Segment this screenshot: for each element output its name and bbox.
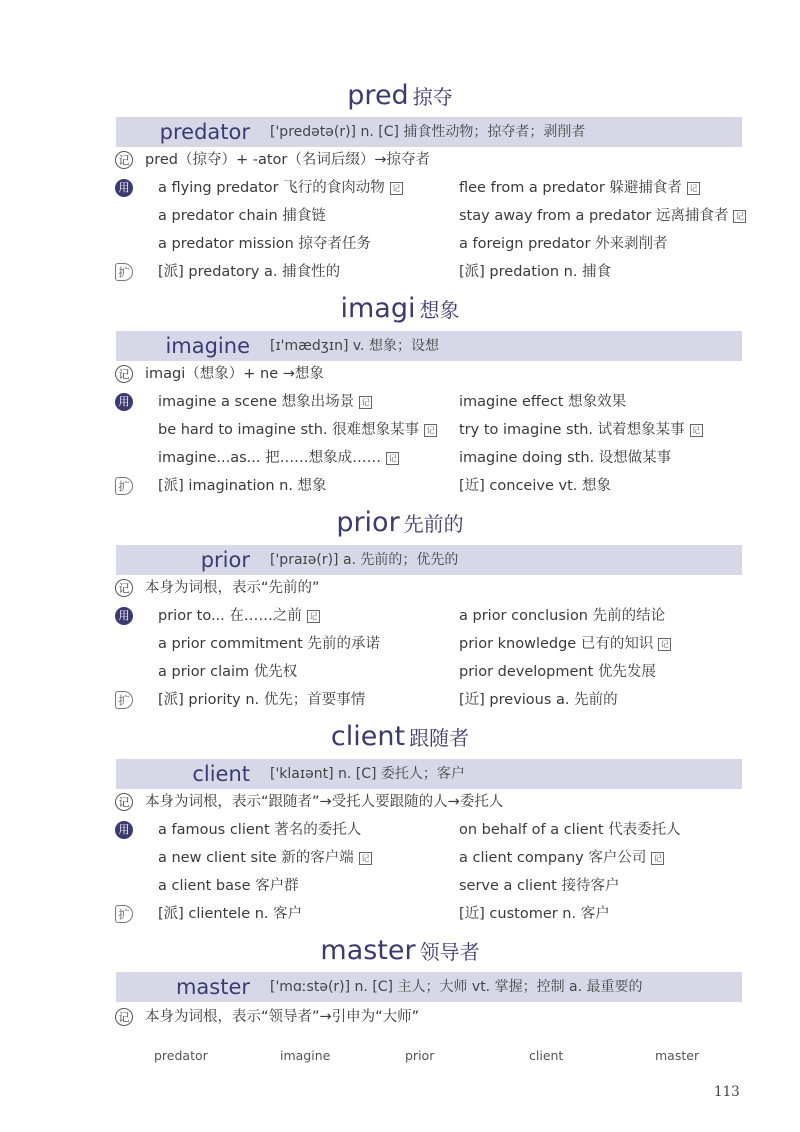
usage-row — [115, 419, 755, 441]
usage-phrase: a new client site 新的客户端 记 — [158, 847, 372, 869]
usage-phrase: a foreign predator 外来剥削者 — [459, 236, 668, 252]
usage-phrase: on behalf of a client 代表委托人 — [459, 822, 681, 838]
usage-phrase: stay away from a predator 远离捕食者 记 — [459, 205, 746, 227]
memory-text: 本身为词根，表示“跟随者”→受托人要跟随的人→委托人 — [145, 794, 504, 810]
entry-definition: ['praɪə(r)] a. 先前的；优先的 — [270, 552, 459, 568]
root-meaning: 先前的 — [403, 512, 464, 536]
usage-row — [115, 661, 755, 683]
usage-row — [115, 447, 755, 469]
footer-word: master — [655, 1048, 700, 1063]
note-mark-icon: 记 — [359, 396, 372, 409]
usage-row — [115, 819, 755, 841]
root-meaning: 想象 — [419, 298, 460, 322]
extend-icon: 扩 — [115, 263, 133, 281]
usage-phrase: a famous client 著名的委托人 — [158, 822, 362, 838]
usage-phrase: prior knowledge 已有的知识 记 — [459, 633, 671, 655]
usage-phrase: imagine...as... 把……想象成…… 记 — [158, 447, 399, 469]
entry-word: client — [192, 762, 250, 786]
entry-bar-prior — [116, 545, 742, 575]
derived-word: [派] priority n. 优先；首要事情 — [158, 692, 366, 708]
page-number: 113 — [714, 1084, 740, 1100]
root-word: pred — [347, 80, 409, 111]
extend-row — [115, 903, 755, 925]
entry-word: imagine — [165, 334, 250, 358]
footer-word: predator — [154, 1048, 208, 1063]
usage-icon: 用 — [115, 607, 133, 625]
root-meaning: 跟随者 — [409, 726, 470, 750]
usage-phrase: serve a client 接待客户 — [459, 878, 620, 894]
usage-phrase: a prior conclusion 先前的结论 — [459, 608, 666, 624]
memory-icon: 记 — [115, 151, 133, 169]
entry-bar-predator — [116, 117, 742, 147]
root-title-pred — [0, 80, 800, 113]
derived-word: [近] customer n. 客户 — [459, 906, 610, 922]
extend-icon: 扩 — [115, 905, 133, 923]
root-word: master — [320, 935, 416, 966]
entry-bar-master — [116, 972, 742, 1002]
memory-icon: 记 — [115, 579, 133, 597]
root-word: imagi — [340, 293, 416, 324]
derived-word: [近] previous a. 先前的 — [459, 692, 618, 708]
memory-text: imagi（想象）+ ne →想象 — [145, 366, 324, 382]
memory-text: pred（掠夺）+ -ator（名词后缀）→掠夺者 — [145, 152, 431, 168]
note-mark-icon: 记 — [658, 638, 671, 651]
note-mark-icon: 记 — [651, 852, 664, 865]
entry-word: prior — [200, 548, 250, 572]
note-mark-icon: 记 — [424, 424, 437, 437]
usage-row — [115, 205, 755, 227]
usage-row — [115, 875, 755, 897]
footer-word-list — [0, 1046, 800, 1068]
usage-phrase: imagine effect 想象效果 — [459, 394, 627, 410]
root-title-client — [0, 721, 800, 754]
usage-phrase: prior to... 在……之前 记 — [158, 605, 320, 627]
usage-phrase: try to imagine sth. 试着想象某事 记 — [459, 419, 703, 441]
root-title-prior — [0, 507, 800, 540]
note-mark-icon: 记 — [690, 424, 703, 437]
usage-phrase: a flying predator 飞行的食肉动物 记 — [158, 177, 403, 199]
usage-row — [115, 847, 755, 869]
root-title-master — [0, 935, 800, 968]
note-mark-icon: 记 — [307, 610, 320, 623]
entry-definition: ['mɑːstə(r)] n. [C] 主人；大师 vt. 掌握；控制 a. 最重要的 — [270, 979, 643, 995]
usage-row — [115, 177, 755, 199]
note-mark-icon: 记 — [687, 182, 700, 195]
usage-phrase: a predator mission 掠夺者任务 — [158, 236, 371, 252]
usage-icon: 用 — [115, 821, 133, 839]
usage-phrase: imagine a scene 想象出场景 记 — [158, 391, 372, 413]
memory-row — [115, 791, 755, 813]
note-mark-icon: 记 — [359, 852, 372, 865]
note-mark-icon: 记 — [386, 452, 399, 465]
footer-word: imagine — [280, 1048, 331, 1063]
root-meaning: 领导者 — [419, 940, 480, 964]
entry-bar-client — [116, 759, 742, 789]
usage-phrase: prior development 优先发展 — [459, 664, 656, 680]
extend-row — [115, 689, 755, 711]
usage-phrase: a prior claim 优先权 — [158, 664, 298, 680]
extend-row — [115, 475, 755, 497]
extend-icon: 扩 — [115, 477, 133, 495]
note-mark-icon: 记 — [733, 210, 746, 223]
derived-word: [派] clientele n. 客户 — [158, 906, 303, 922]
usage-phrase: flee from a predator 躲避捕食者 记 — [459, 177, 700, 199]
memory-text: 本身为词根，表示“领导者”→引申为“大师” — [145, 1009, 420, 1025]
usage-phrase: a predator chain 捕食链 — [158, 208, 326, 224]
usage-phrase: a prior commitment 先前的承诺 — [158, 636, 380, 652]
derived-word: [派] imagination n. 想象 — [158, 478, 327, 494]
entry-word: predator — [159, 120, 250, 144]
footer-word: prior — [405, 1048, 435, 1063]
extend-icon: 扩 — [115, 691, 133, 709]
memory-icon: 记 — [115, 365, 133, 383]
derived-word: [近] conceive vt. 想象 — [459, 478, 611, 494]
usage-phrase: a client base 客户群 — [158, 878, 299, 894]
entry-definition: ['klaɪənt] n. [C] 委托人；客户 — [270, 766, 465, 782]
memory-icon: 记 — [115, 1008, 133, 1026]
entry-definition: ['predətə(r)] n. [C] 捕食性动物；掠夺者；剥削者 — [270, 124, 586, 140]
root-meaning: 掠夺 — [412, 85, 453, 109]
memory-row — [115, 577, 755, 599]
usage-phrase: imagine doing sth. 设想做某事 — [459, 450, 672, 466]
memory-icon: 记 — [115, 793, 133, 811]
footer-word: client — [529, 1048, 564, 1063]
note-mark-icon: 记 — [390, 182, 403, 195]
entry-bar-imagine — [116, 331, 742, 361]
extend-row — [115, 261, 755, 283]
memory-text: 本身为词根，表示“先前的” — [145, 580, 320, 596]
memory-row — [115, 363, 755, 385]
entry-definition: [ɪ'mædʒɪn] v. 想象；设想 — [270, 338, 439, 354]
usage-icon: 用 — [115, 393, 133, 411]
usage-phrase: a client company 客户公司 记 — [459, 847, 664, 869]
derived-word: [派] predatory a. 捕食性的 — [158, 264, 341, 280]
usage-row — [115, 633, 755, 655]
derived-word: [派] predation n. 捕食 — [459, 264, 612, 280]
usage-row — [115, 391, 755, 413]
usage-row — [115, 233, 755, 255]
memory-row — [115, 1006, 755, 1028]
usage-row — [115, 605, 755, 627]
root-word: prior — [336, 507, 400, 538]
usage-icon: 用 — [115, 179, 133, 197]
root-word: client — [330, 721, 406, 752]
root-title-imagi — [0, 293, 800, 326]
entry-word: master — [175, 975, 250, 999]
memory-row — [115, 149, 755, 171]
usage-phrase: be hard to imagine sth. 很难想象某事 记 — [158, 419, 437, 441]
